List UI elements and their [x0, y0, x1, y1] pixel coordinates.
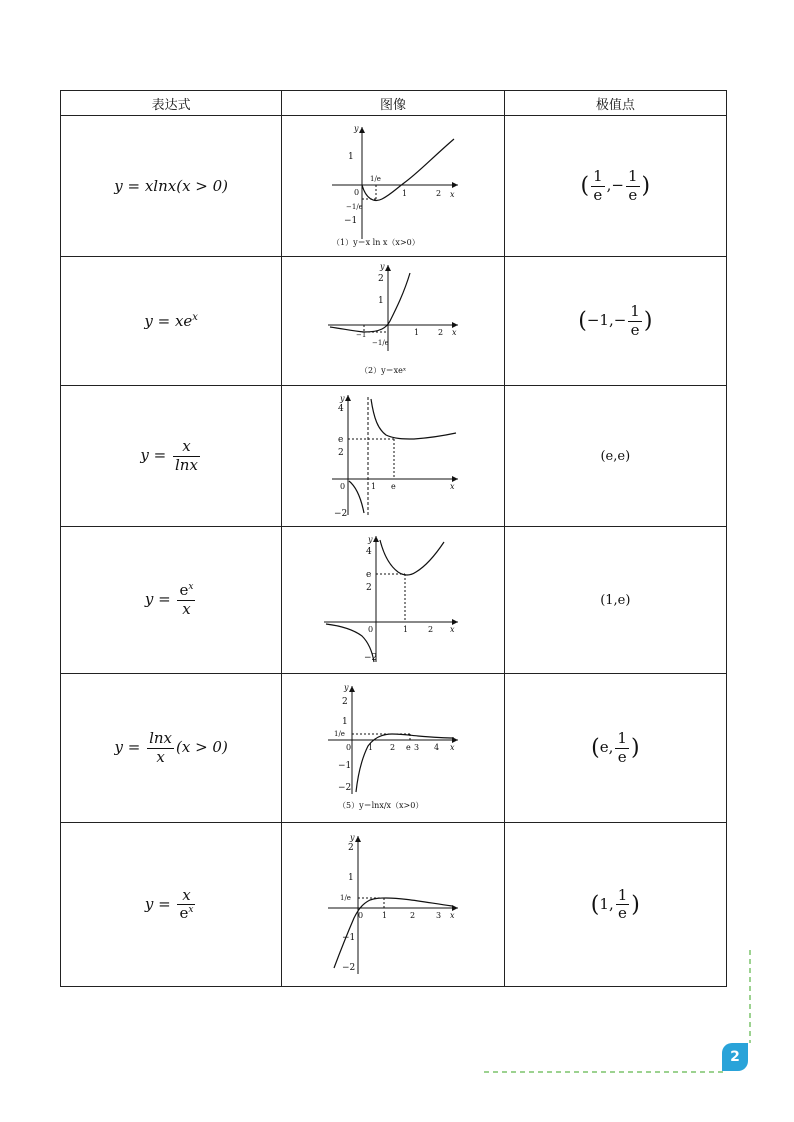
x-tick-label: 2: [389, 743, 396, 752]
x-tick-label: 3: [435, 910, 442, 920]
expression-text: y = xlnx(x > 0): [114, 177, 229, 195]
y-tick-label: 4: [365, 547, 372, 557]
x-tick-label: 2: [437, 328, 444, 337]
y-tick-label: 2: [365, 583, 372, 593]
y-tick-label: 1: [347, 872, 354, 883]
table-row: [61, 116, 727, 257]
expression-cell: y = $\frac{x}{e^x}$: [61, 823, 282, 987]
y-tick-label: 1: [347, 152, 354, 162]
x-tick-label: 3: [413, 743, 420, 752]
y-tick-label: 1: [377, 296, 384, 306]
expression-cell: y = $\frac{e^x}{x}$: [61, 527, 282, 674]
y-tick-label: 1/e: [339, 893, 351, 902]
x-tick-label: 1: [367, 743, 374, 752]
svg-text:y: y: [339, 394, 345, 403]
graph-cell: [282, 116, 504, 257]
svg-text:y: y: [379, 262, 385, 271]
table-row: [61, 674, 727, 823]
svg-text:y: y: [353, 124, 359, 133]
extreme-point-cell: (e, $\frac{1}{e}$ ): [504, 674, 726, 823]
x-tick-label: 0: [357, 910, 364, 920]
y-tick-label: 2: [377, 274, 384, 284]
x-tick-label: 0: [345, 743, 352, 752]
x-tick-label: e: [405, 743, 411, 752]
x-tick-label: 0: [353, 188, 360, 197]
graph-cell: [282, 674, 504, 823]
x-tick-label: e: [390, 482, 396, 491]
extreme-point-cell: (1,e): [504, 527, 726, 674]
x-tick-label: 2: [427, 625, 434, 634]
graph-lnx-over-x: [318, 678, 468, 814]
table-row: [61, 527, 727, 674]
svg-text:y: y: [367, 535, 373, 544]
y-tick-label: 1: [341, 717, 348, 727]
y-tick-label: −2: [341, 962, 356, 973]
svg-text:x: x: [449, 482, 455, 491]
extreme-point-cell: (e,e): [504, 386, 726, 527]
x-tick-label: 1: [401, 189, 408, 198]
graph-xlnx: [318, 119, 468, 249]
x-tick-label: 4: [433, 743, 440, 752]
y-tick-label: −2: [337, 783, 352, 793]
graph-caption: （1）y＝x ln x（x>0）: [331, 238, 420, 247]
extreme-point-cell: ( $\frac{1}{e}$ ,− $\frac{1}{e}$ ): [504, 116, 726, 257]
mark-label: 1/e: [369, 175, 381, 183]
x-tick-label: 2: [409, 910, 416, 920]
x-tick-label: 0: [339, 482, 346, 491]
svg-text:x: x: [449, 625, 455, 634]
y-tick-label: 2: [337, 448, 344, 458]
y-tick-label: −2: [333, 509, 348, 519]
expression-cell: y = $\frac{x}{\ln x}$: [61, 386, 282, 527]
mark-label: −1/e: [345, 203, 363, 211]
x-tick-label: 1: [402, 625, 409, 634]
corner-decoration: [480, 948, 760, 1078]
y-tick-label: 4: [337, 404, 344, 414]
svg-text:y: y: [343, 683, 349, 692]
y-tick-label: e: [337, 435, 344, 445]
x-tick-label: −1: [355, 331, 367, 339]
y-tick-label: 2: [347, 842, 354, 853]
table-header-row: [61, 91, 727, 116]
y-tick-label: e: [365, 570, 372, 580]
x-tick-label: 1: [413, 328, 420, 337]
header-expression: 表达式: [61, 91, 282, 116]
y-tick-label: 2: [341, 697, 348, 707]
function-extremum-table: [60, 90, 727, 987]
graph-x-over-ex: [318, 828, 468, 978]
mark-label: −1/e: [371, 339, 389, 347]
graph-caption: （5）y＝lnx/x（x>0）: [337, 801, 424, 810]
y-tick-label: −2: [363, 653, 378, 663]
header-extreme-point: 极值点: [504, 91, 726, 116]
graph-caption: （2）y＝xeˣ: [359, 366, 407, 375]
page-number-badge: 2: [722, 1043, 748, 1071]
y-tick-label: −1: [341, 932, 356, 943]
graph-ex-over-x: [318, 530, 468, 666]
expression-cell: $y = xe^x$: [61, 257, 282, 386]
x-tick-label: 1: [381, 910, 388, 920]
extreme-point-cell: (−1,− $\frac{1}{e}$ ): [504, 257, 726, 386]
svg-text:x: x: [451, 328, 457, 337]
expression-cell: y = $\frac{\ln x}{x}$ (x > 0): [61, 674, 282, 823]
graph-cell: [282, 386, 504, 527]
svg-text:x: x: [449, 743, 455, 752]
svg-text:x: x: [449, 910, 455, 920]
extreme-point-cell: (1, $\frac{1}{e}$ ): [504, 823, 726, 987]
table-row: [61, 257, 727, 386]
y-tick-label: 1/e: [333, 730, 345, 738]
svg-text:y: y: [349, 832, 355, 842]
graph-cell: [282, 823, 504, 987]
graph-cell: [282, 527, 504, 674]
expression-cell: [61, 116, 282, 257]
graph-x-over-lnx: [318, 389, 468, 519]
graph-cell: [282, 257, 504, 386]
svg-text:x: x: [449, 190, 455, 199]
x-tick-label: 2: [435, 189, 442, 198]
y-tick-label: −1: [343, 216, 358, 226]
table-row: [61, 386, 727, 527]
x-tick-label: 0: [367, 625, 374, 634]
graph-xex: [318, 259, 468, 379]
header-graph: 图像: [282, 91, 504, 116]
y-tick-label: −1: [337, 761, 352, 771]
x-tick-label: 1: [370, 482, 377, 491]
